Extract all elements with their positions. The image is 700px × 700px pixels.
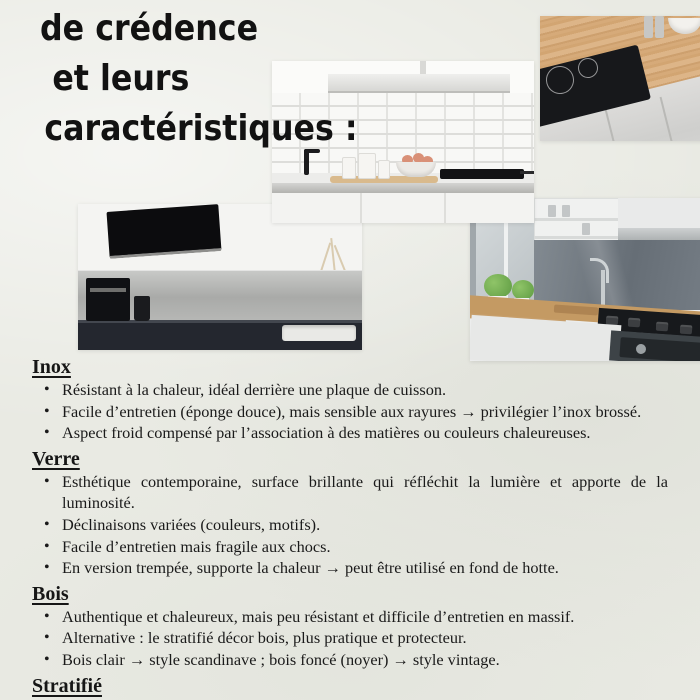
section-inox <box>32 356 668 444</box>
bullet-item: • Bois clair → style scandinave ; bois foncé (noyer) → style vintage. <box>62 649 668 671</box>
photo-wood-countertop <box>540 16 700 141</box>
title-line-1: de crédence <box>40 8 259 49</box>
title-line-2: et leurs <box>52 58 190 99</box>
hood-chimney <box>420 61 426 74</box>
bullet-item: • Facile d’entretien (éponge douce), mais sensible aux rayures → privilégier l’inox brossé. <box>62 401 668 423</box>
kitchen-canister <box>644 16 653 38</box>
title-line-3: caractéristiques : <box>44 108 358 149</box>
photo-inox-backsplash <box>78 204 362 350</box>
bullet-item: • Déclinaisons variées (couleurs, motifs). <box>62 514 668 536</box>
canister <box>358 153 376 179</box>
section-bois <box>32 583 668 671</box>
bullet-item: • Aspect froid compensé par l’association à des matières ou couleurs chaleureuses. <box>62 422 668 444</box>
kitchen-canister <box>655 16 664 38</box>
bullet-item: • En version trempée, supporte la chaleur → peut être utilisé en fond de hotte. <box>62 557 668 579</box>
steel-counter-edge <box>272 183 534 193</box>
materials-list <box>32 356 668 698</box>
coffee-machine <box>86 278 130 321</box>
section-heading-stratifie: Stratifié <box>32 674 102 697</box>
section-verre <box>32 448 668 579</box>
canister <box>378 160 390 179</box>
base-cabinets <box>272 193 534 223</box>
basil-plant <box>484 274 512 298</box>
page-title <box>40 4 401 154</box>
canister <box>342 157 356 179</box>
milk-jug <box>134 296 150 321</box>
jar <box>582 223 590 235</box>
bullet-item: • Alternative : le stratifié décor bois, plus pratique et protecteur. <box>62 627 668 649</box>
section-heading-bois: Bois <box>32 582 69 605</box>
bullet-item: • Résistant à la chaleur, idéal derrière une plaque de cuisson. <box>62 379 668 401</box>
section-heading-verre: Verre <box>32 447 80 470</box>
white-sink <box>282 325 356 341</box>
jar <box>548 205 556 217</box>
section-stratifie <box>32 675 668 698</box>
frying-pan <box>440 169 524 179</box>
bullet-item: • Esthétique contemporaine, surface brillante qui réfléchit la lumière et apporte de la luminosité. <box>62 471 668 514</box>
bullet-item: • Facile d’entretien mais fragile aux chocs. <box>62 536 668 558</box>
range-hood <box>618 228 700 240</box>
basil-plant <box>512 280 534 300</box>
black-range-hood <box>106 204 221 259</box>
section-heading-inox: Inox <box>32 356 71 378</box>
upper-cabinet <box>618 198 700 229</box>
bullet-item: • Authentique et chaleureux, mais peu résistant et difficile d’entretien en massif. <box>62 606 668 628</box>
jar <box>562 205 570 217</box>
